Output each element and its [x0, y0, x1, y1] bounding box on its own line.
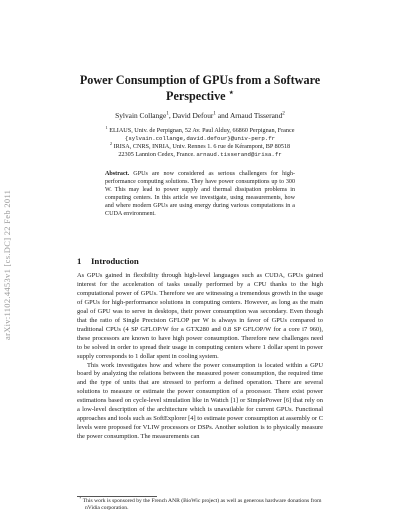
abstract-text: GPUs are now considered as serious challengers for high-performance computing solutions. They have power consumptions up to 300 W. This may lead to power supply and thermal dissipation problems in computing centers. In this article we investigate, using measurements, how and where modern GPUs are using energy during various computations in a CUDA environment. [105, 171, 295, 217]
affiliation [60, 124, 340, 143]
footnote-text: This work is sponsored by the French ANR (BioWic project) as well as generous hardware donations from nVidia corporation. [82, 498, 322, 511]
author-name: David Defour [172, 111, 214, 120]
author-list: Sylvain Collange$^1$, David Defour$^1$ and Arnaud Tisserand$^2$ [115, 110, 285, 120]
section-heading [77, 256, 139, 266]
abstract-label: Abstract. [105, 171, 130, 177]
author-name: Arnaud Tisserand [229, 111, 283, 120]
author-affil-mark: 1 [166, 110, 169, 117]
section-title: Introduction [91, 256, 139, 266]
affiliation-email: {sylvain.collange,david.defour}@univ-perp.fr [124, 134, 276, 142]
author-affil-mark: 1 [213, 110, 216, 117]
paper-title [60, 72, 340, 104]
arxiv-stamp: arXiv:1102.4453v1 [cs.DC] 22 Feb 2011 [2, 189, 12, 341]
title-text: Power Consumption of GPUs from a Software Perspective [79, 73, 321, 103]
footnote [77, 498, 331, 512]
affiliation-email: arnaud.tisserand@irisa.fr [196, 150, 282, 158]
affiliation-address-line2: 22305 Lannion Cedex, France. [118, 150, 195, 158]
abstract [105, 171, 295, 218]
title-footnote-mark: ⋆ [228, 86, 234, 97]
author-affil-mark: 2 [282, 110, 285, 117]
paragraph: As GPUs gained in flexibility through high-level languages such as CUDA, GPUs gained interest for the acceleration of tasks usually performed by a CPU thanks to the high computational power of GPUs. Therefore we are witnessing a tremendous growth in the usage of GPUs for high-performance solutions in computing centers. However, as long as the main goal of GPU was to serve in desktops, their power consumption was secondary. Even though that the ratio of Single Precision GFLOP per W is always in favor of GPUs compared to traditional CPUs (4 SP GFLOP/W for a GTX280 and 0.8 SP GFLOP/W for a core i7 960), these processors are known to have high power consumption. Therefore new challenges need to be solved in order to spread their usage in computing centers where 1 dollar spent in power supply corresponds to 1 dollar spent in cooling system. [77, 272, 323, 360]
section-number: 1 [77, 256, 82, 266]
affiliation [60, 140, 340, 159]
affiliation-mark: 1 [105, 124, 108, 130]
footnote-divider [77, 496, 157, 497]
paragraph: This work investigates how and where the power consumption is located within a GPU board by analyzing the relations between the measured power consumption, the required time and the type of units that are stressed to perform a defined operation. There are several solutions to measure or estimate the power consumption of a processor. There exist power estimations based on cycle-level simulation like in Wattch [1] or SimplePower [6] that rely on a low-level description of the architecture which is unavailable for current GPUs. Functional approaches and tools such as SoftExplorer [4] to estimate power consumption at assembly or C levels were proposed for VLIW processors or DSPs. Another solution is to physically measure the power consumption. The measurements can [77, 361, 323, 441]
affiliation-mark: 2 [109, 140, 113, 146]
author-name: Sylvain Collange [115, 111, 167, 120]
affiliation-address: IRISA, CNRS, INRIA, Univ. Rennes 1. 6 rue de Kérampont, BP 80518 [113, 143, 291, 150]
body-text [77, 272, 323, 442]
affiliation-address: ELIAUS, Univ. de Perpignan, 52 Av. Paul Alduy, 66860 Perpignan, France [109, 127, 295, 134]
footnote-mark: ⋆ [79, 496, 82, 501]
